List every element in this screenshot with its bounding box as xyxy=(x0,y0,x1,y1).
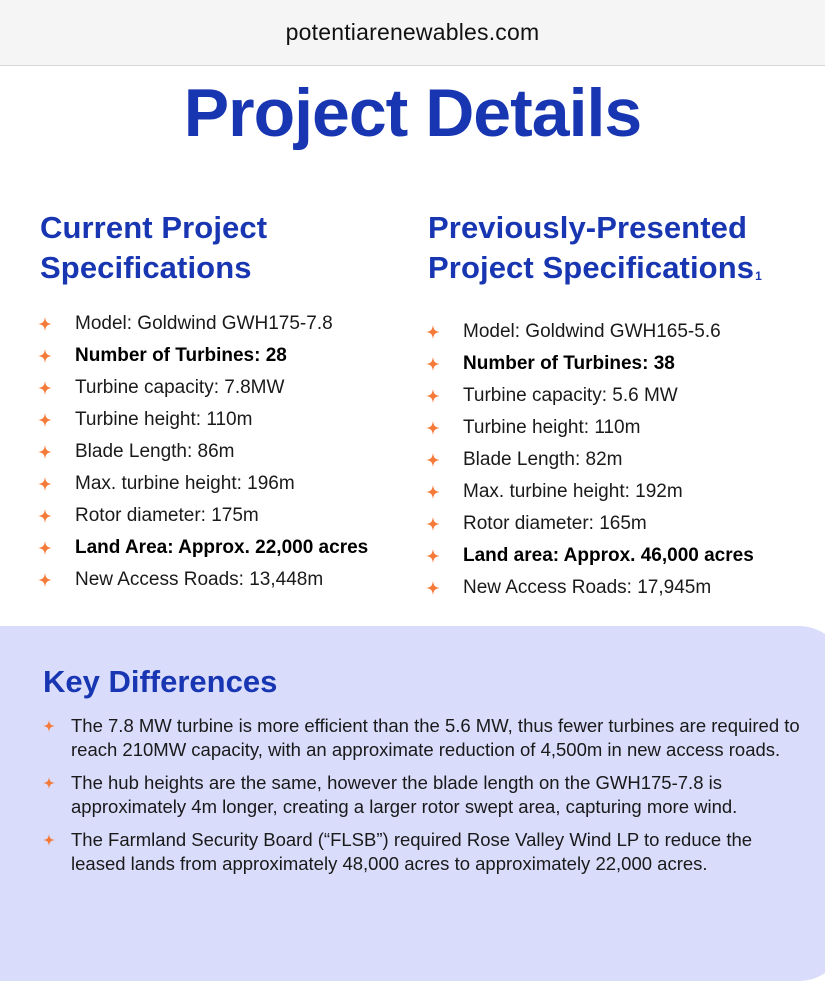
spec-text: Max. turbine height: 196m xyxy=(75,473,295,494)
spec-item xyxy=(40,468,410,500)
spec-text: Land area: Approx. 46,000 acres xyxy=(463,545,754,566)
current-specs-section xyxy=(40,208,410,596)
spec-item xyxy=(428,444,825,476)
browser-url-bar[interactable] xyxy=(0,0,825,66)
four-point-star-icon xyxy=(38,413,52,427)
spec-item xyxy=(428,540,825,572)
url-text: potentiarenewables.com xyxy=(285,19,540,45)
four-point-star-icon xyxy=(426,453,440,467)
spec-item xyxy=(428,380,825,412)
key-difference-text: The hub heights are the same, however the blade length on the GWH175-7.8 is approximately 4m longer, creating a larger rotor swept area, capturing more wind. xyxy=(71,772,738,817)
four-point-star-icon xyxy=(426,389,440,403)
spec-text: New Access Roads: 17,945m xyxy=(463,577,712,598)
spec-item xyxy=(40,340,410,372)
spec-text: Turbine height: 110m xyxy=(463,417,641,438)
spec-item xyxy=(40,436,410,468)
four-point-star-icon xyxy=(38,509,52,523)
spec-text: Rotor diameter: 165m xyxy=(463,513,647,534)
spec-text: Rotor diameter: 175m xyxy=(75,505,259,526)
spec-text: Land Area: Approx. 22,000 acres xyxy=(75,537,369,558)
four-point-star-icon xyxy=(38,541,52,555)
four-point-star-icon xyxy=(426,485,440,499)
four-point-star-icon xyxy=(43,777,55,789)
spec-text: Turbine height: 110m xyxy=(75,409,253,430)
spec-text: Model: Goldwind GWH165-5.6 xyxy=(463,321,721,342)
four-point-star-icon xyxy=(426,357,440,371)
heading-line: Project Specifications xyxy=(428,250,755,285)
four-point-star-icon xyxy=(38,477,52,491)
spec-item xyxy=(40,532,410,564)
four-point-star-icon xyxy=(38,445,52,459)
key-differences-list xyxy=(43,714,803,885)
spec-item xyxy=(40,564,410,596)
four-point-star-icon xyxy=(38,317,52,331)
key-differences-heading: Key Differences xyxy=(43,664,278,699)
spec-item xyxy=(40,500,410,532)
four-point-star-icon xyxy=(38,573,52,587)
spec-text: Turbine capacity: 7.8MW xyxy=(75,377,285,398)
four-point-star-icon xyxy=(426,421,440,435)
spec-item xyxy=(428,508,825,540)
four-point-star-icon xyxy=(43,834,55,846)
spec-item xyxy=(40,308,410,340)
heading-line: Current Project xyxy=(40,210,268,245)
previous-specs-list xyxy=(428,316,825,604)
key-difference-item xyxy=(43,714,803,762)
page-title: Project Details xyxy=(183,75,642,151)
spec-item xyxy=(428,572,825,604)
spec-item xyxy=(40,372,410,404)
four-point-star-icon xyxy=(426,581,440,595)
key-difference-item xyxy=(43,771,803,819)
key-difference-text: The 7.8 MW turbine is more efficient than the 5.6 MW, thus fewer turbines are required to reach 210MW capacity, with an approximate reduction of 4,500m in new access roads. xyxy=(71,715,800,760)
heading-line: Previously-Presented xyxy=(428,210,748,245)
spec-text: Blade Length: 82m xyxy=(463,449,623,470)
spec-text: Turbine capacity: 5.6 MW xyxy=(463,385,678,406)
spec-text: Number of Turbines: 38 xyxy=(463,353,675,374)
four-point-star-icon xyxy=(43,720,55,732)
four-point-star-icon xyxy=(426,517,440,531)
previous-specs-heading xyxy=(428,208,825,296)
spec-text: Number of Turbines: 28 xyxy=(75,345,287,366)
four-point-star-icon xyxy=(38,381,52,395)
spec-item xyxy=(428,412,825,444)
key-difference-text: The Farmland Security Board (“FLSB”) required Rose Valley Wind LP to reduce the leased lands from approximately 48,000 acres to approximately 22,000 acres. xyxy=(71,829,753,874)
spec-item xyxy=(40,404,410,436)
heading-line: Specifications xyxy=(40,250,252,285)
spec-item xyxy=(428,348,825,380)
spec-text: Blade Length: 86m xyxy=(75,441,235,462)
spec-text: Max. turbine height: 192m xyxy=(463,481,683,502)
spec-text: Model: Goldwind GWH175-7.8 xyxy=(75,313,333,334)
spec-item xyxy=(428,316,825,348)
key-difference-item xyxy=(43,828,803,876)
previous-specs-section xyxy=(428,208,825,604)
four-point-star-icon xyxy=(426,549,440,563)
four-point-star-icon xyxy=(426,325,440,339)
four-point-star-icon xyxy=(38,349,52,363)
spec-text: New Access Roads: 13,448m xyxy=(75,569,324,590)
footnote-marker: 1 xyxy=(755,269,762,283)
current-specs-list xyxy=(40,308,410,596)
spec-item xyxy=(428,476,825,508)
current-specs-heading xyxy=(40,208,410,288)
